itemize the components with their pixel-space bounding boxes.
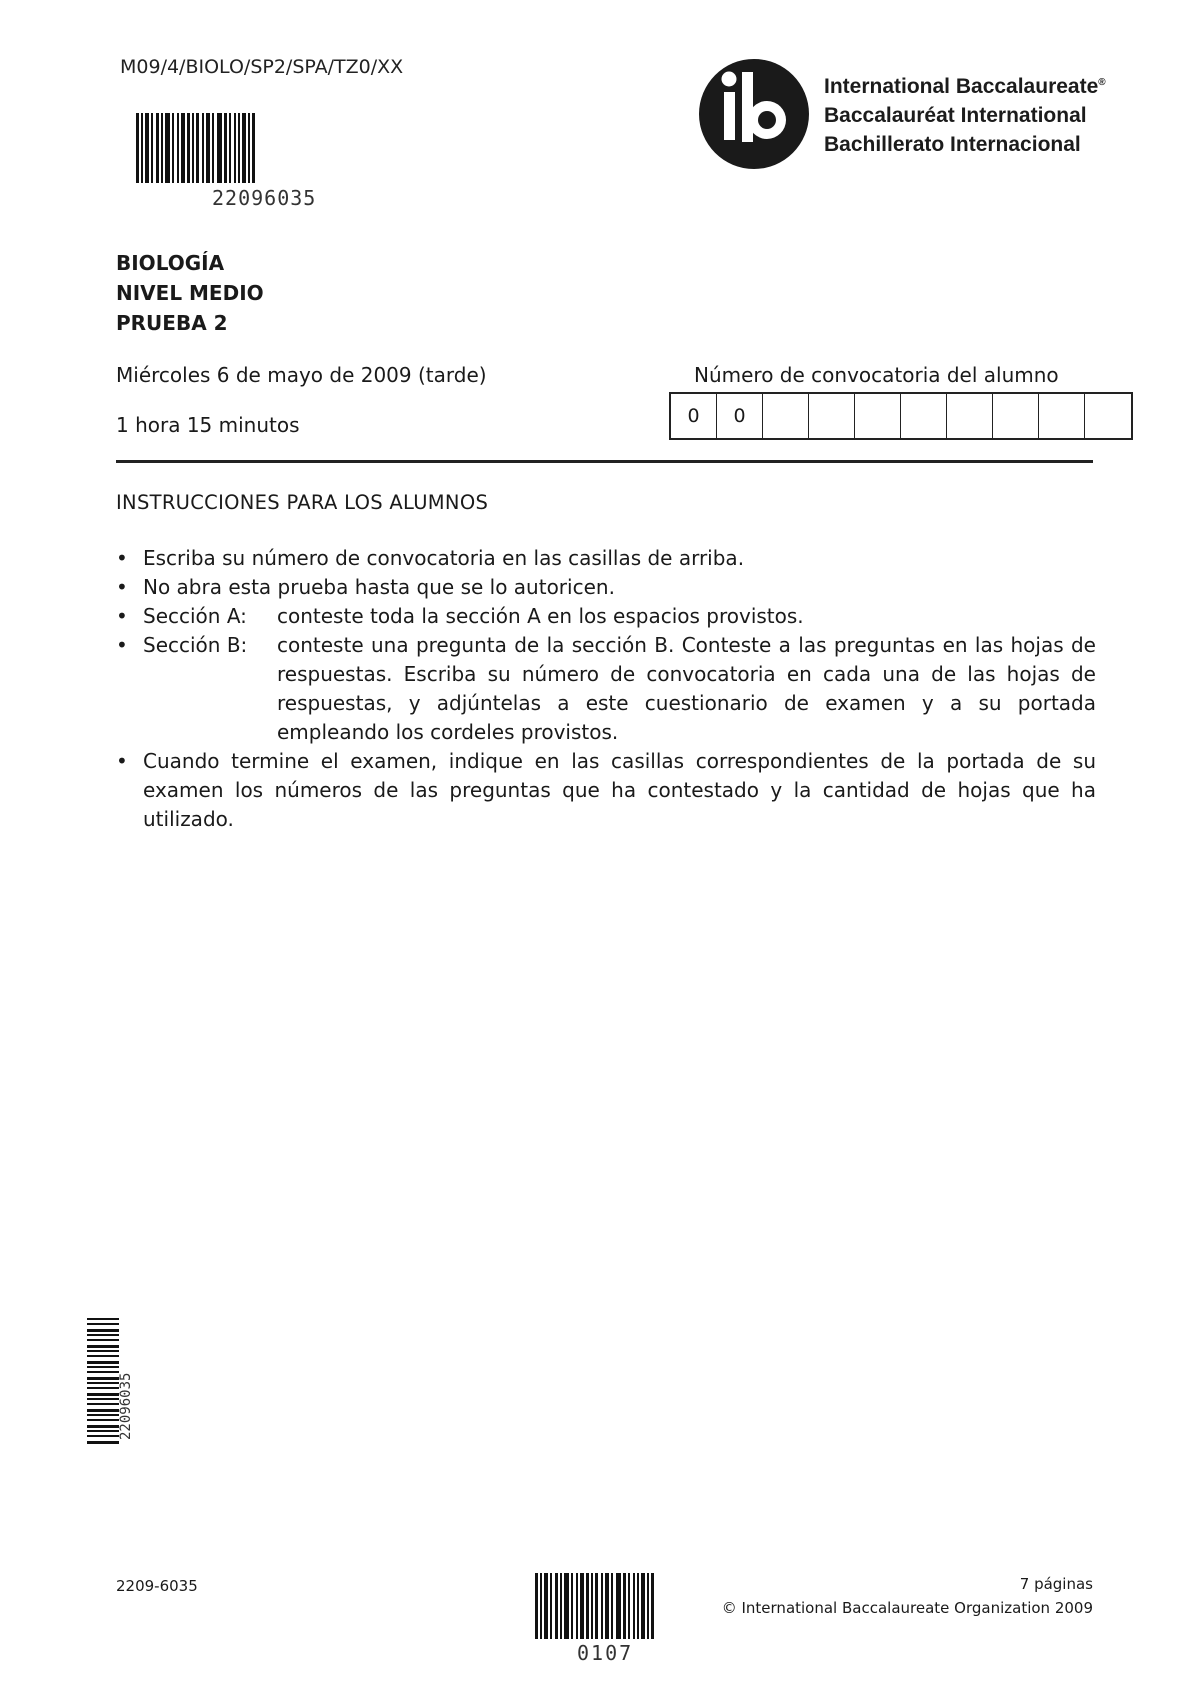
ib-logo-text	[824, 68, 1106, 159]
footer-code: 2209-6035	[116, 1577, 198, 1595]
top-barcode	[136, 113, 255, 183]
instruction-item	[116, 631, 1096, 747]
candidate-digit-box[interactable]	[809, 394, 855, 438]
subject-block	[116, 248, 264, 338]
instruction-text: Cuando termine el examen, indique en las casillas correspondientes de la portada de su examen los números de las preguntas que ha contestado y la cantidad de hojas que ha utilizado.	[143, 749, 1096, 831]
candidate-digit-box[interactable]	[763, 394, 809, 438]
bullet-icon: •	[116, 633, 128, 657]
candidate-digit-box[interactable]: 0	[717, 394, 763, 438]
footer-barcode	[535, 1573, 654, 1639]
side-barcode-number: 22096035	[118, 1372, 134, 1440]
subject-level: NIVEL MEDIO	[116, 281, 264, 305]
barcode-bar	[651, 1573, 654, 1639]
copyright: © International Baccalaureate Organization 2009	[721, 1599, 1093, 1617]
barcode-bar	[252, 113, 255, 183]
instruction-text: Escriba su número de convocatoria en las casillas de arriba.	[143, 546, 745, 570]
instructions-title: INSTRUCCIONES PARA LOS ALUMNOS	[116, 491, 489, 514]
exam-date: Miércoles 6 de mayo de 2009 (tarde)	[116, 363, 487, 387]
instruction-item	[116, 747, 1096, 834]
bullet-icon: •	[116, 604, 128, 628]
footer-barcode-number: 0107	[577, 1641, 634, 1665]
instruction-item	[116, 544, 1096, 573]
section-a-label: Sección A:	[143, 604, 247, 628]
section-a-text: conteste toda la sección A en los espacios provistos.	[277, 604, 804, 628]
instructions-list	[116, 544, 1096, 834]
registered-mark: ®	[1098, 77, 1106, 88]
bullet-icon: •	[116, 749, 128, 773]
logo-line-2: Baccalauréat International	[824, 104, 1087, 127]
instruction-item	[116, 573, 1096, 602]
logo-line-3: Bachillerato Internacional	[824, 133, 1081, 156]
bullet-icon: •	[116, 575, 128, 599]
side-barcode	[87, 1318, 119, 1533]
candidate-digit-box[interactable]	[993, 394, 1039, 438]
candidate-digit-box[interactable]	[1085, 394, 1131, 438]
exam-duration: 1 hora 15 minutos	[116, 413, 300, 437]
section-b-label: Sección B:	[143, 633, 248, 657]
candidate-digit-box[interactable]	[855, 394, 901, 438]
candidate-number-boxes	[669, 392, 1133, 440]
subject-name: BIOLOGÍA	[116, 251, 225, 275]
instruction-text: No abra esta prueba hasta que se lo autoricen.	[143, 575, 615, 599]
candidate-number-label: Número de convocatoria del alumno	[694, 363, 1059, 387]
ib-logo-icon	[696, 58, 812, 170]
section-b-text: conteste una pregunta de la sección B. Conteste a las preguntas en las hojas de respuestas. Escriba su número de convocatoria en cada una de las hojas de respuestas, y adjúntelas a este cuestionario de examen y a su portada empleando los cordeles provistos.	[277, 633, 1096, 744]
candidate-digit-box[interactable]: 0	[671, 394, 717, 438]
barcode-gap	[87, 1444, 119, 1446]
logo-line-1: International Baccalaureate	[824, 75, 1099, 98]
paper-number: PRUEBA 2	[116, 311, 228, 335]
divider	[116, 460, 1093, 463]
top-barcode-number: 22096035	[212, 186, 317, 210]
candidate-digit-box[interactable]	[901, 394, 947, 438]
paper-code: M09/4/BIOLO/SP2/SPA/TZ0/XX	[120, 56, 404, 78]
instruction-item	[116, 602, 1096, 631]
candidate-digit-box[interactable]	[947, 394, 993, 438]
candidate-digit-box[interactable]	[1039, 394, 1085, 438]
bullet-icon: •	[116, 546, 128, 570]
page-count: 7 páginas	[1019, 1575, 1093, 1593]
